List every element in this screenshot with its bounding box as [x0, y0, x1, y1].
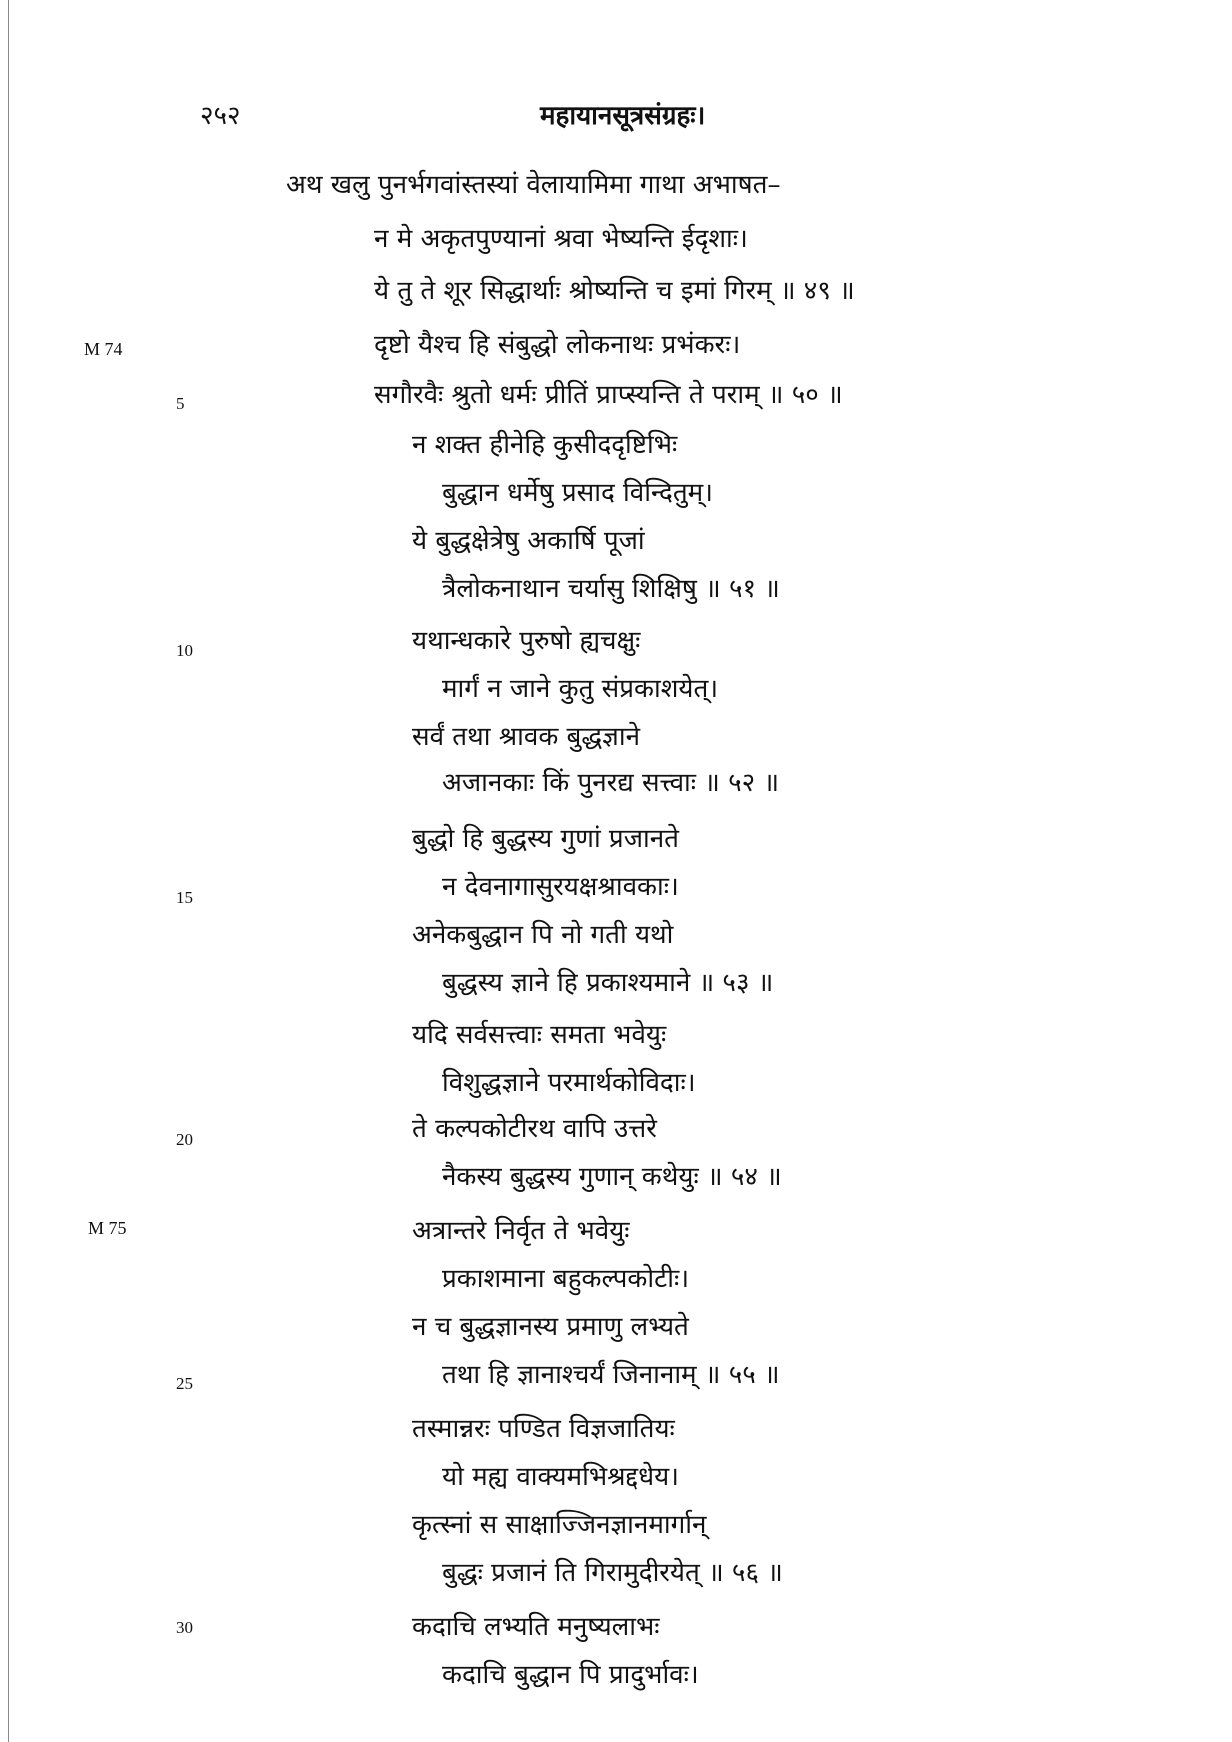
verse-line: बुद्धस्य ज्ञाने हि प्रकाश्यमाने ॥ ५३ ॥: [442, 968, 774, 998]
page-number: २५२: [200, 101, 241, 131]
verse-line: विशुद्धज्ञाने परमार्थकोविदाः।: [442, 1068, 696, 1098]
margin-ref-m75: M 75: [88, 1218, 127, 1238]
verse-line: न च बुद्धज्ञानस्य प्रमाणु लभ्यते: [412, 1312, 689, 1342]
verse-line: ते कल्पकोटीरथ वापि उत्तरे: [412, 1114, 657, 1144]
verse-line: तस्मान्नरः पण्डित विज्ञजातियः: [412, 1414, 675, 1444]
verse-line: यदि सर्वसत्त्वाः समता भवेयुः: [412, 1020, 667, 1050]
line-number-10: 10: [176, 641, 193, 660]
verse-line: बुद्धो हि बुद्धस्य गुणां प्रजानते: [412, 824, 680, 854]
running-title: महायानसूत्रसंग्रहः।: [540, 101, 706, 131]
verse-line: बुद्धान धर्मेषु प्रसाद विन्दितुम्।: [442, 478, 714, 508]
verse-line: तथा हि ज्ञानाश्चर्यं जिनानाम् ॥ ५५ ॥: [442, 1360, 780, 1390]
verse-line: कदाचि बुद्धान पि प्रादुर्भावः।: [442, 1660, 699, 1690]
verse-line: मार्गं न जाने कुतु संप्रकाशयेत्।: [442, 674, 719, 704]
verse-line: ये तु ते शूर सिद्धार्थाः श्रोष्यन्ति च इमां गिरम् ॥ ४९ ॥: [374, 276, 855, 306]
verse-line: बुद्धः प्रजानं ति गिरामुदीरयेत् ॥ ५६ ॥: [442, 1558, 783, 1588]
verse-line: ये बुद्धक्षेत्रेषु अकार्षि पूजां: [412, 526, 645, 556]
line-number-5: 5: [176, 394, 185, 413]
page-header: [0, 96, 1232, 136]
verse-line: अनेकबुद्धान पि नो गती यथो: [412, 920, 674, 950]
margin-ref-m74: M 74: [84, 339, 123, 359]
verse-line: सर्वं तथा श्रावक बुद्धज्ञाने: [412, 722, 641, 752]
verse-line: त्रैलोकनाथान चर्यासु शिक्षिषु ॥ ५१ ॥: [442, 574, 780, 604]
verse-line: सगौरवैः श्रुतो धर्मः प्रीतिं प्राप्स्यन्ति ते पराम् ॥ ५० ॥: [374, 380, 843, 410]
line-number-25: 25: [176, 1374, 193, 1393]
verse-line: न शक्त हीनेहि कुसीददृष्टिभिः: [412, 430, 678, 460]
verse-line: अजानकाः किं पुनरद्य सत्त्वाः ॥ ५२ ॥: [442, 768, 780, 798]
line-number-20: 20: [176, 1130, 193, 1149]
verse-line: यो मह्य वाक्यमभिश्रद्दधेय।: [442, 1462, 680, 1492]
line-number-15: 15: [176, 888, 193, 907]
verse-line: अत्रान्तरे निर्वृत ते भवेयुः: [412, 1216, 630, 1246]
intro-line: अथ खलु पुनर्भगवांस्तस्यां वेलायामिमा गाथा अभाषत–: [286, 170, 781, 200]
verse-line: यथान्धकारे पुरुषो ह्यचक्षुः: [412, 626, 641, 656]
verse-line: प्रकाशमाना बहुकल्पकोटीः।: [442, 1264, 690, 1294]
verse-line: कृत्स्नां स साक्षाज्जिनज्ञानमार्गान्: [412, 1510, 707, 1540]
left-margin-rule: [8, 0, 9, 1742]
line-number-30: 30: [176, 1618, 193, 1637]
verse-line: नैकस्य बुद्धस्य गुणान् कथेयुः ॥ ५४ ॥: [442, 1162, 782, 1192]
verse-line: न मे अकृतपुण्यानां श्रवा भेष्यन्ति ईदृशाः।: [374, 224, 748, 254]
verse-line: दृष्टो यैश्च हि संबुद्धो लोकनाथः प्रभंकरः।: [374, 330, 741, 360]
verse-line: न देवनागासुरयक्षश्रावकाः।: [442, 872, 679, 902]
verse-line: कदाचि लभ्यति मनुष्यलाभः: [412, 1612, 660, 1642]
